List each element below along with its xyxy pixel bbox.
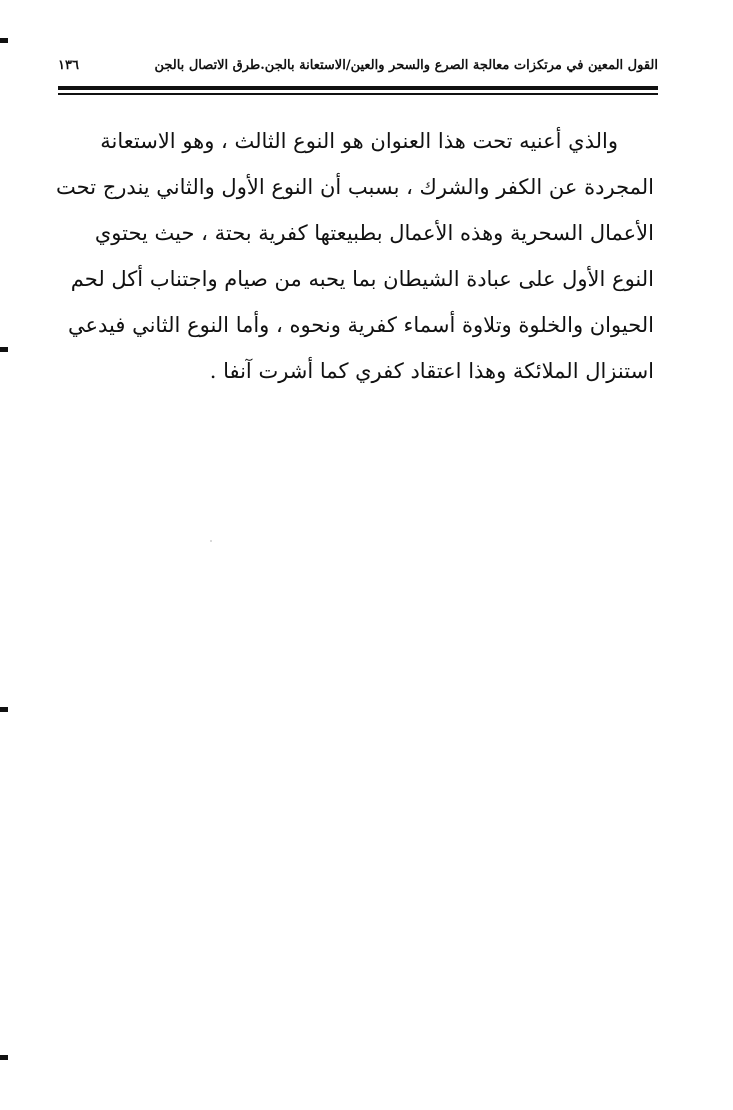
header-rule-thin: [58, 93, 658, 95]
scan-speck: [210, 540, 212, 542]
body-line: الأعمال السحرية وهذه الأعمال بطبيعتها كفرية بحتة ، حيث يحتوي: [94, 221, 654, 245]
body-line: المجردة عن الكفر والشرك ، بسبب أن النوع الأول والثاني يندرج تحت: [56, 175, 654, 199]
page-number: ١٣٦: [58, 58, 79, 73]
scan-edge-mark: [0, 38, 8, 43]
body-line: النوع الأول على عبادة الشيطان بما يحبه من صيام واجتناب أكل لحم: [70, 267, 654, 291]
scan-edge-mark: [0, 347, 8, 352]
header-rule-thick: [58, 86, 658, 90]
running-header: [58, 56, 658, 86]
body-paragraph: [56, 126, 654, 402]
header-title: القول المعين في مرتكزات معالجة الصرع والسحر والعين/الاستعانة بالجن.طرق الاتصال بالجن: [154, 58, 658, 73]
body-line: الحيوان والخلوة وتلاوة أسماء كفرية ونحوه ، وأما النوع الثاني فيدعي: [67, 313, 654, 337]
scan-edge-mark: [0, 1055, 8, 1060]
body-line: والذي أعنيه تحت هذا العنوان هو النوع الثالث ، وهو الاستعانة: [100, 129, 618, 153]
scan-edge-mark: [0, 707, 8, 712]
body-line: استنزال الملائكة وهذا اعتقاد كفري كما أشرت آنفا .: [209, 359, 654, 383]
